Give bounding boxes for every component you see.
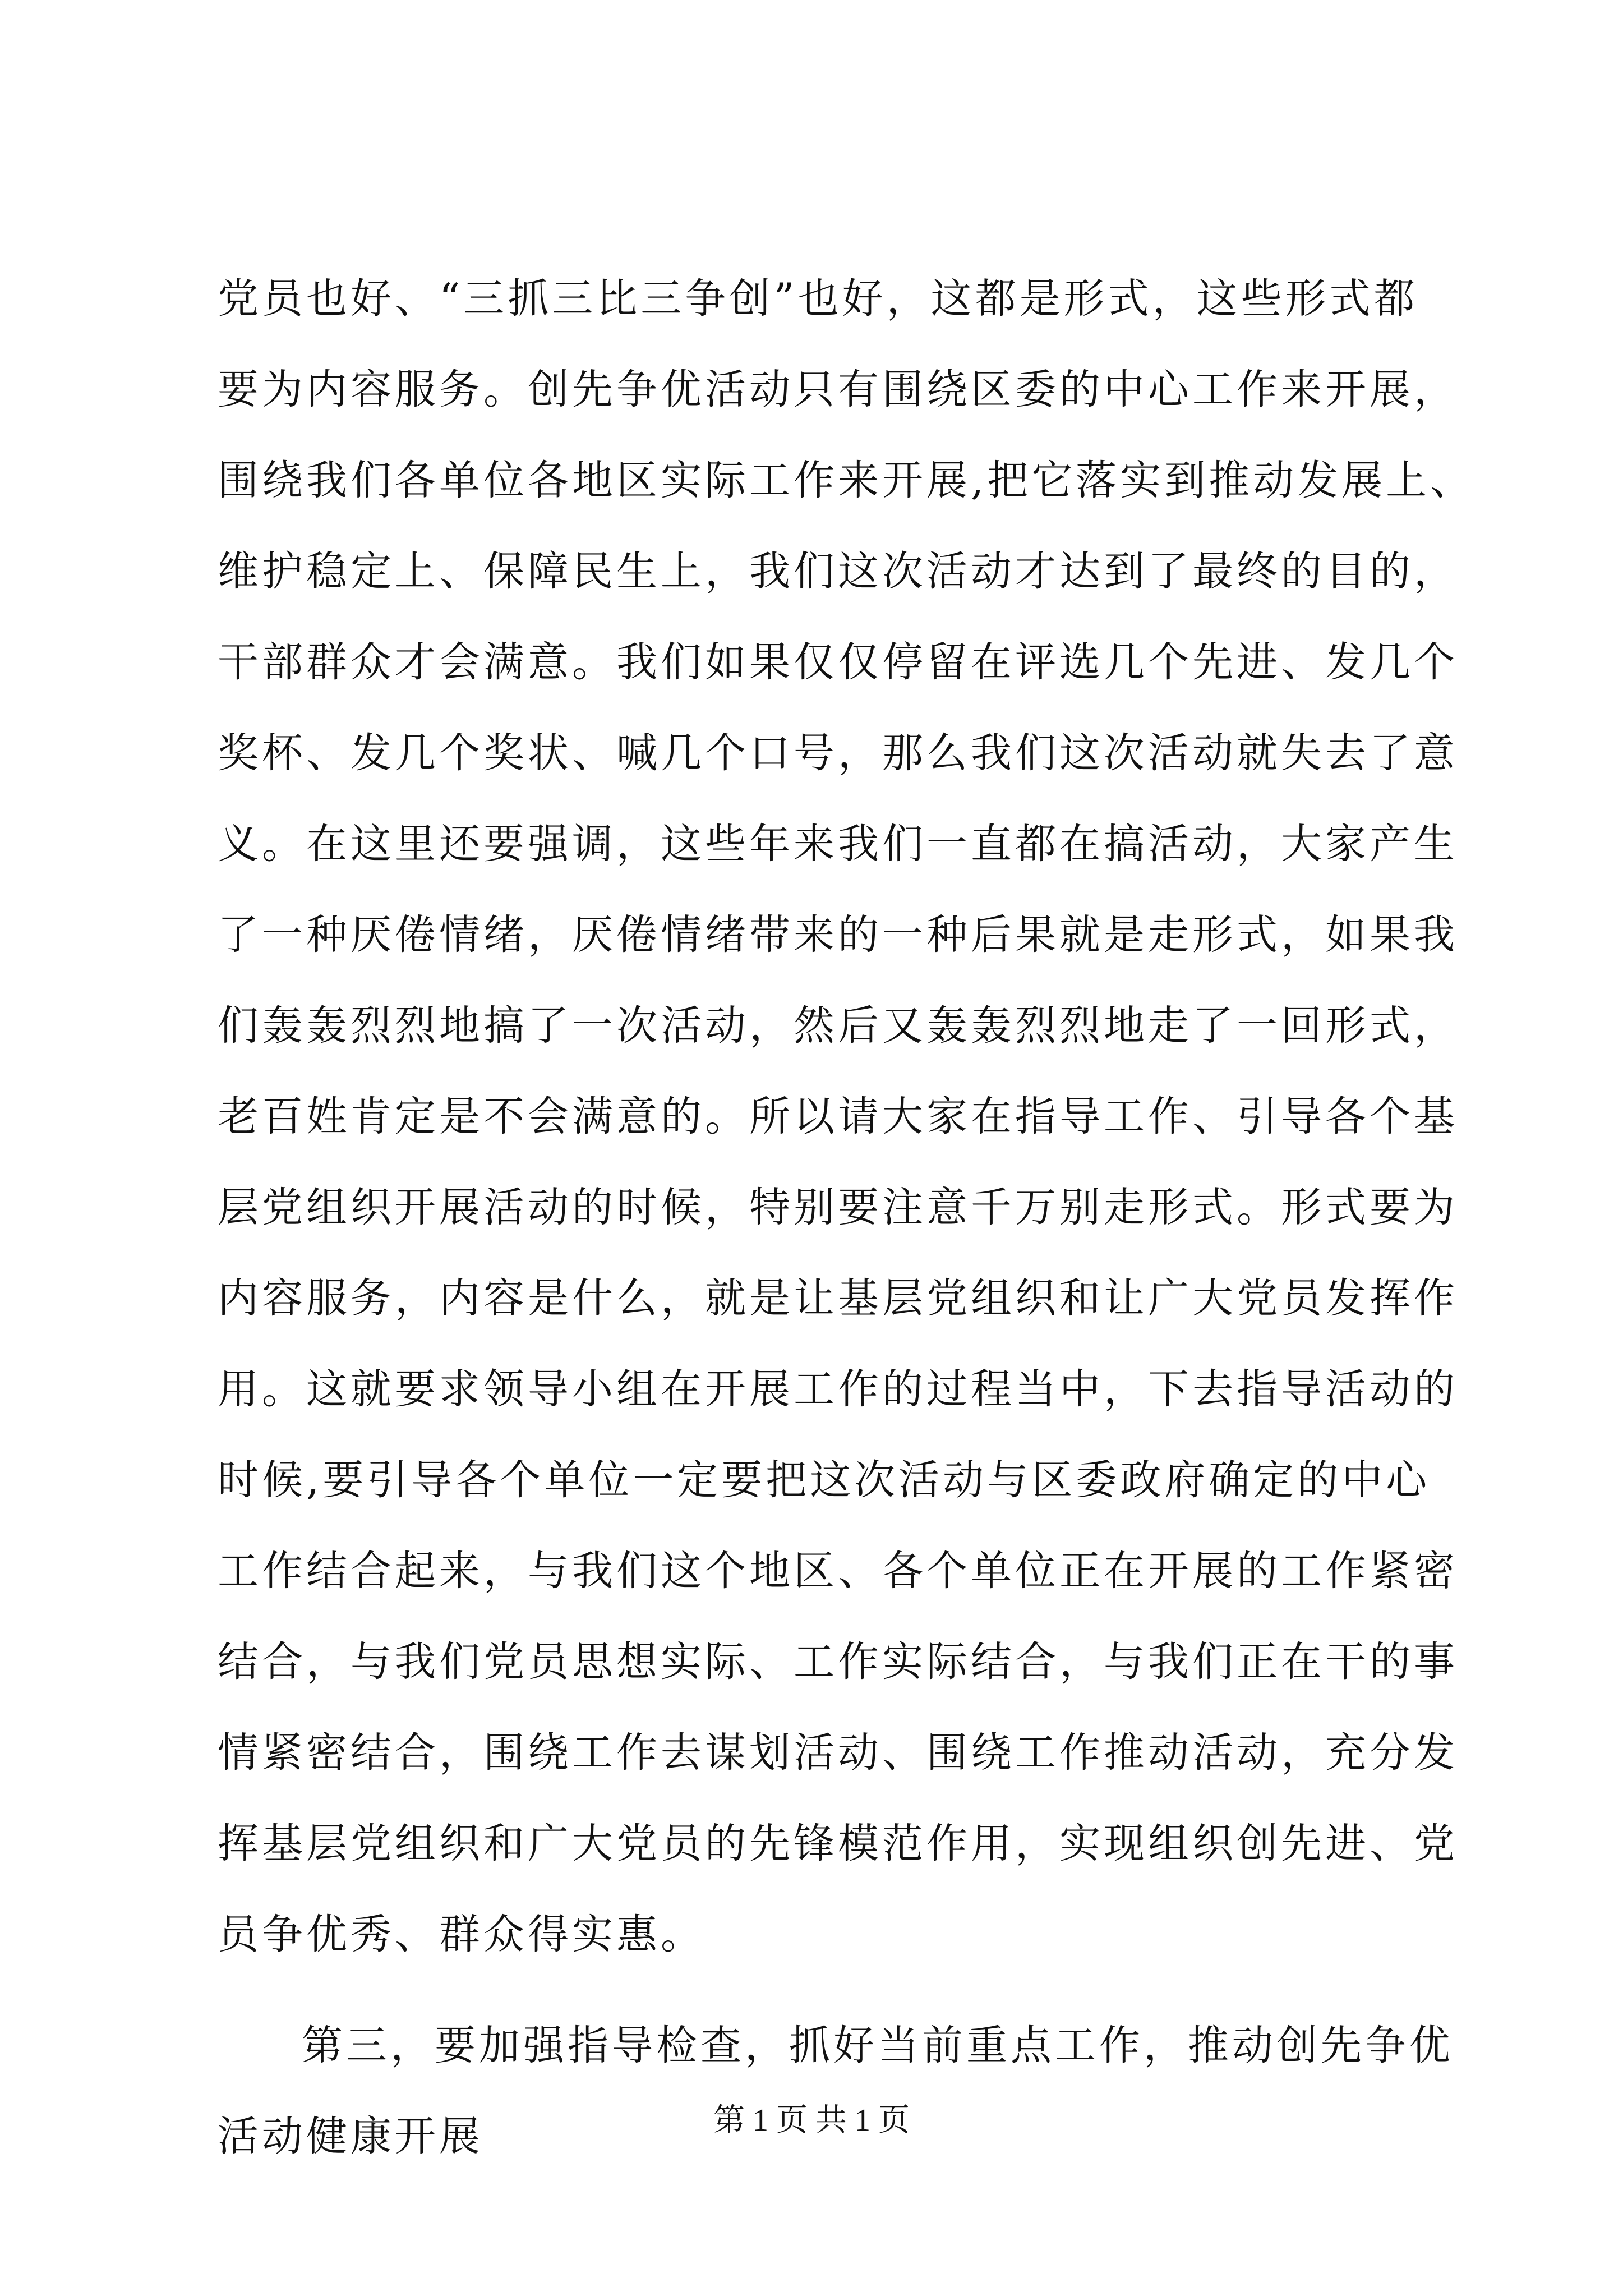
paragraph-line-6: 奖杯、发几个奖状、喊几个口号，那么我们这次活动就失去了意 [218, 729, 1458, 777]
paragraph-line-7: 义。在这里还要强调，这些年来我们一直都在搞活动，大家产生 [218, 820, 1458, 868]
paragraph-line-18: 挥基层党组织和广大党员的先锋模范作用，实现组织创先进、党 [218, 1820, 1458, 1867]
paragraph-line-16: 结合，与我们党员思想实际、工作实际结合，与我们正在干的事 [218, 1638, 1458, 1686]
paragraph-line-2: 要为内容服务。创先争优活动只有围绕区委的中心工作来开展， [218, 366, 1458, 413]
paragraph-spacer [218, 1980, 1468, 2000]
paragraph-line-3: 围绕我们各单位各地区实际工作来开展,把它落实到推动发展上、 [218, 457, 1475, 504]
paragraph-line-5: 干部群众才会满意。我们如果仅仅停留在评选几个先进、发几个 [218, 638, 1458, 686]
paragraph-line-17: 情紧密结合，围绕工作去谋划活动、围绕工作推动活动，充分发 [218, 1729, 1458, 1777]
paragraph-line-12: 内容服务，内容是什么，就是让基层党组织和让广大党员发挥作 [218, 1274, 1458, 1322]
paragraph-line-19: 员争优秀、群众得实惠。 [218, 1911, 705, 1958]
paragraph-line-14: 时候,要引导各个单位一定要把这次活动与区委政府确定的中心 [218, 1456, 1431, 1504]
section-heading-line-2: 活动健康开展 [218, 2113, 483, 2160]
paragraph-line-10: 老百姓肯定是不会满意的。所以请大家在指导工作、引导各个基 [218, 1093, 1458, 1140]
paragraph-line-4: 维护稳定上、保障民生上，我们这次活动才达到了最终的目的， [218, 547, 1458, 595]
paragraph-line-11: 层党组织开展活动的时候，特别要注意千万别走形式。形式要为 [218, 1184, 1458, 1231]
paragraph-line-8: 了一种厌倦情绪，厌倦情绪带来的一种后果就是走形式，如果我 [218, 911, 1458, 959]
paragraph-line-1: 党员也好、“三抓三比三争创”也好，这都是形式，这些形式都 [218, 275, 1418, 323]
paragraph-line-15: 工作结合起来，与我们这个地区、各个单位正在开展的工作紧密 [218, 1547, 1458, 1595]
page-footer: 第 1 页 共 1 页 [713, 2103, 910, 2138]
document-body [218, 254, 1475, 2182]
paragraph-line-9: 们轰轰烈烈地搞了一次活动，然后又轰轰烈烈地走了一回形式， [218, 1002, 1458, 1050]
section-heading-line-1: 第三，要加强指导检查，抓好当前重点工作，推动创先争优 [302, 2022, 1454, 2069]
paragraph-line-13: 用。这就要求领导小组在开展工作的过程当中，下去指导活动的 [218, 1365, 1458, 1413]
